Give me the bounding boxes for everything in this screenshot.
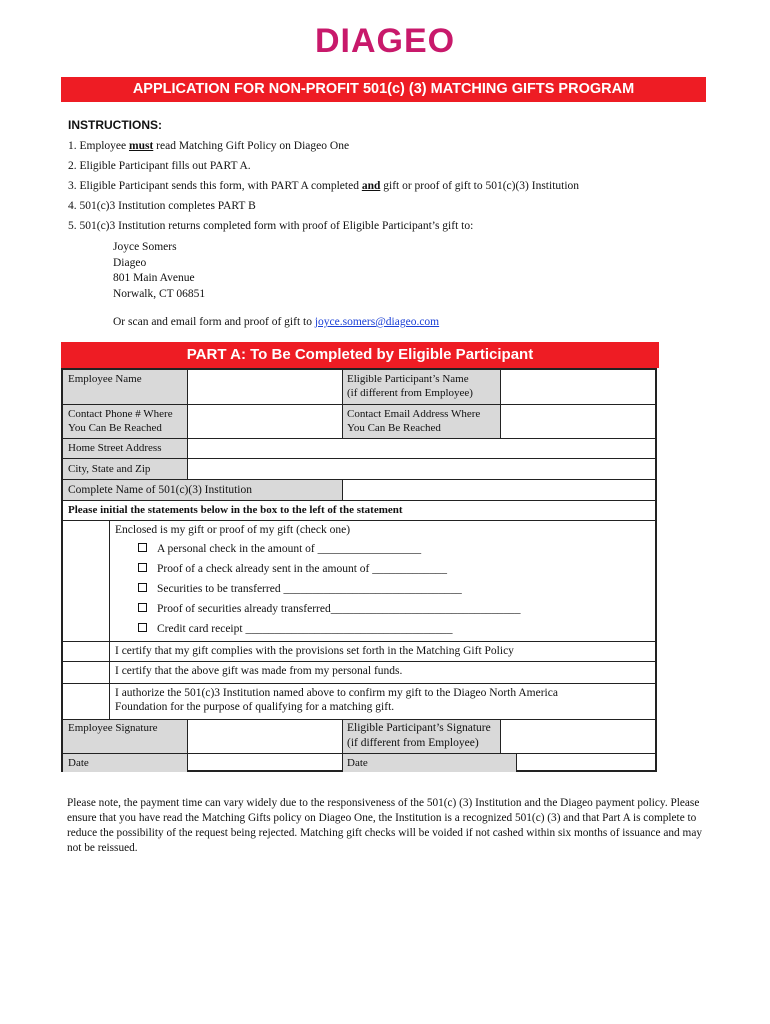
- enclosed-statement: Enclosed is my gift or proof of my gift (check one): [115, 524, 351, 536]
- checkbox-icon[interactable]: [138, 543, 147, 552]
- authorize-statement: I authorize the 501(c)3 Institution named above to confirm my gift to the Diageo North America Foundation for the purpose of qualifying for a matching gift.: [115, 687, 558, 713]
- address-company: Diageo: [113, 256, 147, 269]
- address-street: 801 Main Avenue: [113, 272, 195, 284]
- form-title: APPLICATION FOR NON-PROFIT 501(c) (3) MATCHING GIFTS PROGRAM: [61, 77, 706, 102]
- certify-personal-statement: I certify that the above gift was made from my personal funds.: [115, 665, 403, 677]
- address-name: Joyce Somers: [113, 241, 177, 253]
- city-state-zip-label: City, State and Zip: [68, 463, 151, 475]
- email-link[interactable]: joyce.somers@diageo.com: [314, 316, 440, 328]
- part-a-form: [61, 368, 657, 772]
- part-a-heading: PART A: To Be Completed by Eligible Participant: [61, 342, 659, 368]
- checkbox-icon[interactable]: [138, 603, 147, 612]
- instructions-heading: INSTRUCTIONS:: [68, 118, 162, 132]
- contact-phone-label: Contact Phone # Where You Can Be Reached: [68, 408, 173, 434]
- instruction-3: 3. Eligible Participant sends this form, with PART A completed and gift or proof of gift to 501(c)(3) Institution: [68, 180, 580, 192]
- employee-signature-label: Employee Signature: [68, 722, 158, 734]
- instruction-4: 4. 501(c)3 Institution completes PART B: [68, 200, 256, 212]
- date-label-right: Date: [347, 757, 368, 769]
- mailing-address: [113, 240, 205, 302]
- option-credit-card: Credit card receipt ____________________________________: [138, 623, 452, 635]
- option-securities: Securities to be transferred _______________________________: [138, 583, 462, 595]
- initial-instruction: Please initial the statements below in the box to the left of the statement: [68, 504, 403, 516]
- payment-note: Please note, the payment time can vary widely due to the responsiveness of the 501(c) (3) Institution and the Diageo payment policy. Please ensure that you have read the Matching Gifts policy on Diageo One, the Institution is a recognized 501(c) (3) and that Part A is complete to reduce the possibility of the request being rejected. Matching gift checks will be voided if not cashed within six months of issuance and may not be reissued.: [67, 797, 702, 854]
- checkbox-icon[interactable]: [138, 563, 147, 572]
- checkbox-icon[interactable]: [138, 623, 147, 632]
- address-city: Norwalk, CT 06851: [113, 287, 206, 300]
- participant-signature-label: Eligible Participant’s Signature (if different from Employee): [347, 722, 491, 749]
- checkbox-icon[interactable]: [138, 583, 147, 592]
- institution-name-label: Complete Name of 501(c)(3) Institution: [68, 484, 252, 496]
- option-check-sent: Proof of a check already sent in the amount of _____________: [138, 563, 447, 575]
- date-label-left: Date: [68, 757, 89, 769]
- diageo-logo: DIAGEO: [314, 22, 456, 60]
- home-address-label: Home Street Address: [68, 442, 162, 454]
- participant-name-label: Eligible Participant’s Name (if different from Employee): [347, 373, 473, 399]
- option-securities-transferred: Proof of securities already transferred_________________________________: [138, 603, 520, 615]
- instruction-2: 2. Eligible Participant fills out PART A.: [68, 160, 251, 172]
- employee-name-label: Employee Name: [68, 373, 142, 385]
- instruction-1: 1. Employee must read Matching Gift Policy on Diageo One: [68, 140, 350, 152]
- option-personal-check: A personal check in the amount of __________________: [138, 543, 421, 555]
- email-instruction: Or scan and email form and proof of gift to joyce.somers@diageo.com: [113, 316, 440, 328]
- contact-email-label: Contact Email Address Where You Can Be Reached: [347, 408, 481, 434]
- certify-policy-statement: I certify that my gift complies with the provisions set forth in the Matching Gift Policy: [115, 645, 514, 657]
- instruction-5: 5. 501(c)3 Institution returns completed form with proof of Eligible Participant’s gift to:: [68, 220, 474, 232]
